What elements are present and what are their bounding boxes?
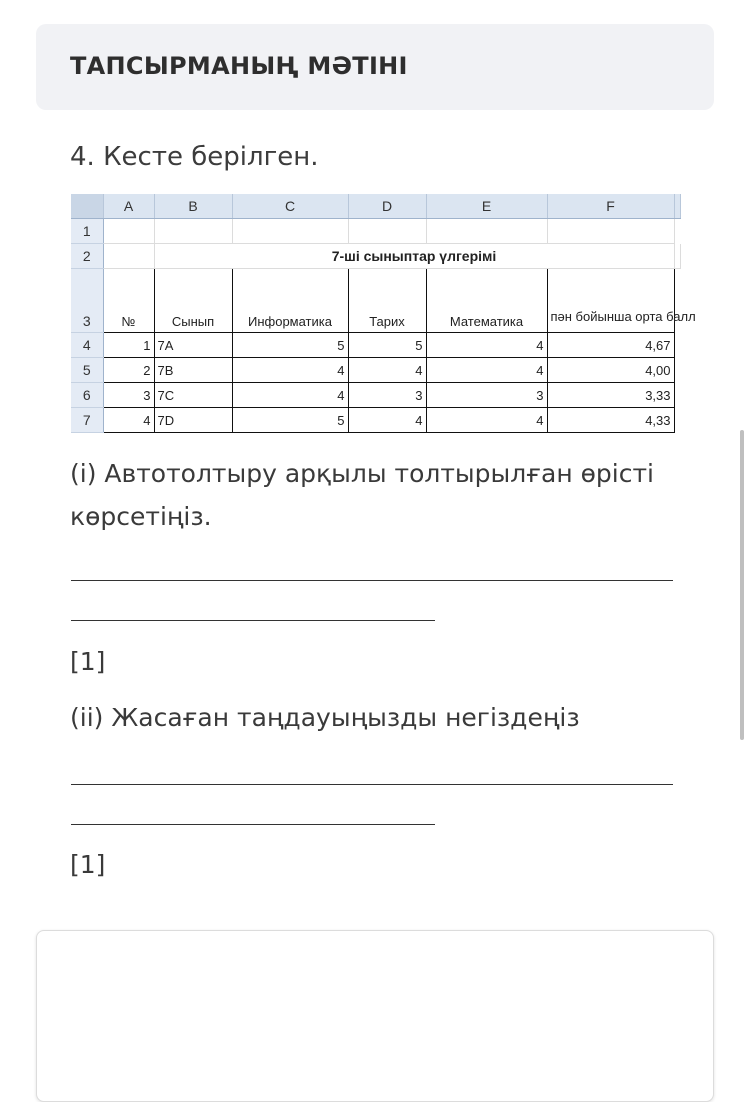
- sheet-header-row: [71, 269, 680, 333]
- table-row: [71, 408, 680, 433]
- cell-history: 5: [348, 333, 426, 358]
- cell-number: 4: [103, 408, 154, 433]
- row-number: 2: [71, 244, 103, 269]
- cell-class: 7B: [154, 358, 232, 383]
- answer-line: [71, 784, 673, 785]
- answer-line: [71, 580, 673, 581]
- cell-math: 4: [426, 408, 547, 433]
- table-title: 7-ші сыныптар үлгерімі: [154, 244, 674, 269]
- header-history: Тарих: [348, 269, 426, 333]
- question-intro: 4. Кесте берілген.: [70, 142, 319, 172]
- cell-class: 7C: [154, 383, 232, 408]
- cell-class: 7D: [154, 408, 232, 433]
- header-math: Математика: [426, 269, 547, 333]
- row-number: 5: [71, 358, 103, 383]
- row-number: 3: [71, 269, 103, 333]
- column-header-row: [71, 194, 680, 219]
- column-header-e: E: [426, 194, 547, 219]
- table-row: [71, 333, 680, 358]
- question-part-2: (ii) Жасаған таңдауыңызды негіздеңіз: [70, 703, 580, 732]
- header-informatics: Информатика: [232, 269, 348, 333]
- scrollbar[interactable]: [740, 430, 744, 740]
- cell-history: 3: [348, 383, 426, 408]
- cell-informatics: 5: [232, 333, 348, 358]
- task-text-title: ТАПСЫРМАНЫҢ МӘТІНІ: [70, 52, 408, 80]
- cell-math: 4: [426, 358, 547, 383]
- select-all-corner: [71, 194, 103, 219]
- row-number: 7: [71, 408, 103, 433]
- table-row: [71, 383, 680, 408]
- cell-math: 4: [426, 333, 547, 358]
- answer-line: [71, 824, 435, 825]
- row-number: 1: [71, 219, 103, 244]
- cell-average: 3,33: [547, 383, 674, 408]
- cell-history: 4: [348, 358, 426, 383]
- cell-average: 4,00: [547, 358, 674, 383]
- sheet-row-2: [71, 244, 680, 269]
- header-average: пән бойынша орта балл: [547, 269, 674, 333]
- answer-input[interactable]: [36, 930, 714, 1102]
- mark-2: [1]: [70, 850, 106, 879]
- sheet-row-1: [71, 219, 680, 244]
- cell-number: 1: [103, 333, 154, 358]
- mark-1: [1]: [70, 647, 106, 676]
- column-header-a: A: [103, 194, 154, 219]
- answer-line: [71, 620, 435, 621]
- cell-average: 4,67: [547, 333, 674, 358]
- column-header-d: D: [348, 194, 426, 219]
- cell-informatics: 4: [232, 383, 348, 408]
- table-row: [71, 358, 680, 383]
- header-number: №: [103, 269, 154, 333]
- column-header-c: C: [232, 194, 348, 219]
- cell-class: 7A: [154, 333, 232, 358]
- cell-math: 3: [426, 383, 547, 408]
- cell-average: 4,33: [547, 408, 674, 433]
- spreadsheet-image: [71, 194, 696, 428]
- cell-informatics: 4: [232, 358, 348, 383]
- header-class: Сынып: [154, 269, 232, 333]
- task-text-header: [36, 24, 714, 110]
- cell-number: 2: [103, 358, 154, 383]
- row-number: 4: [71, 333, 103, 358]
- question-part-1: (i) Автотолтыру арқылы толтырылған өрісті көрсетіңіз.: [70, 459, 654, 531]
- cell-number: 3: [103, 383, 154, 408]
- row-number: 6: [71, 383, 103, 408]
- cell-history: 4: [348, 408, 426, 433]
- column-header-b: B: [154, 194, 232, 219]
- cell-informatics: 5: [232, 408, 348, 433]
- column-header-f: F: [547, 194, 674, 219]
